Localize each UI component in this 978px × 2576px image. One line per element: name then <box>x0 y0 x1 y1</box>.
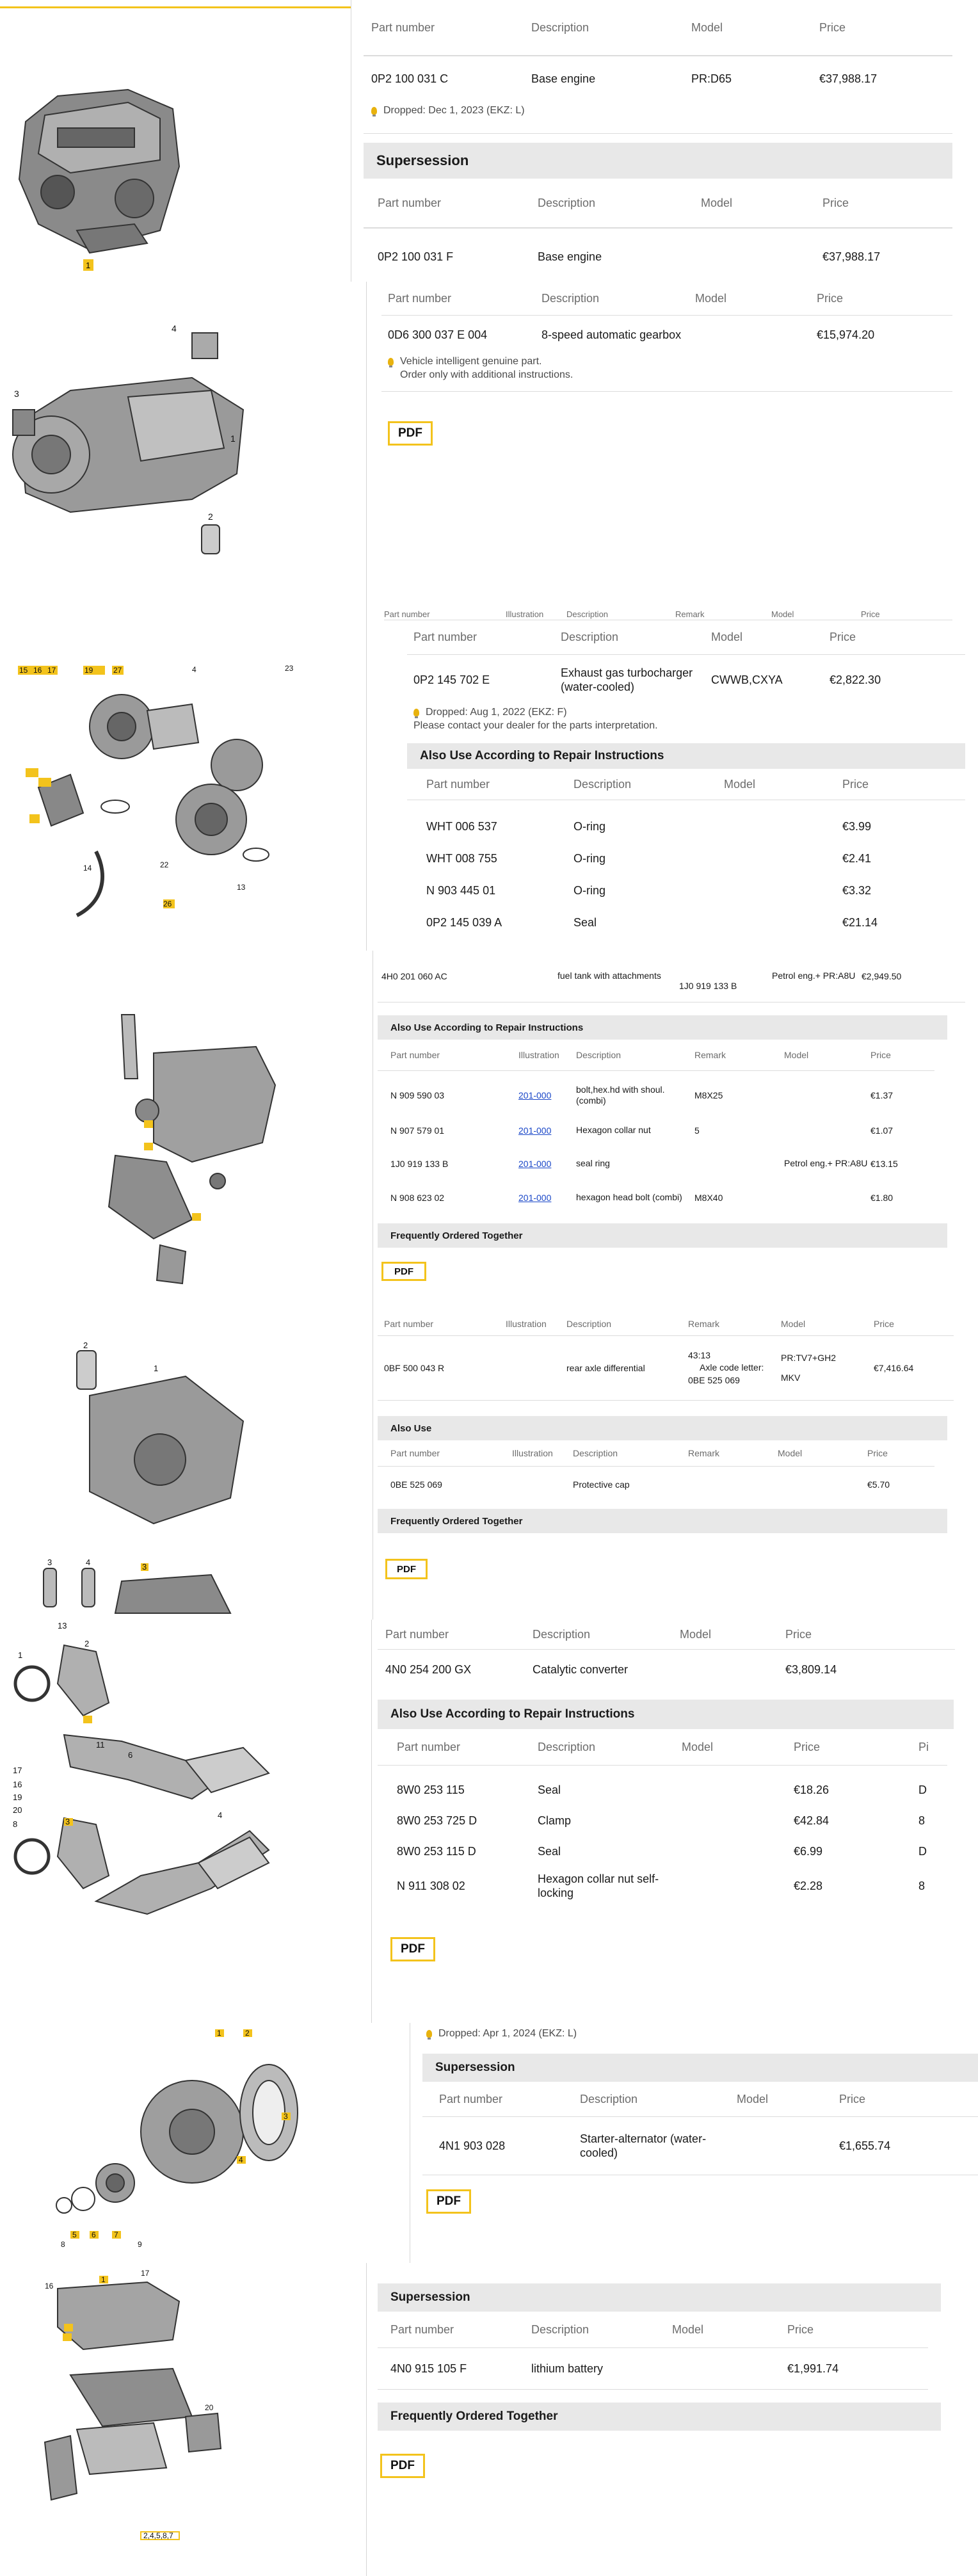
description: 8-speed automatic gearbox <box>541 328 682 341</box>
callout-label: 20 <box>13 1805 22 1815</box>
supersession-table-header <box>364 179 952 229</box>
model: Petrol eng.+ PR:A8U <box>772 970 856 981</box>
remark-ratio: 43:13 <box>688 1349 711 1360</box>
callout-label: 27 <box>113 666 122 675</box>
price: €5.70 <box>867 1479 890 1490</box>
part-number[interactable]: 8W0 253 725 D <box>397 1814 477 1827</box>
divider <box>366 608 367 951</box>
callout-label: 26 <box>163 899 172 908</box>
part-number[interactable]: 4N1 903 028 <box>439 2139 506 2152</box>
also-use-row[interactable] <box>378 1805 978 1836</box>
part-number[interactable]: 4N0 915 105 F <box>390 2362 467 2375</box>
col-illustration: Illustration <box>518 1050 559 1060</box>
lightbulb-icon <box>371 107 377 115</box>
gearbox-panel <box>0 282 978 608</box>
supersession-header <box>378 2283 941 2312</box>
callout-label: 13 <box>237 883 246 892</box>
illustration-link[interactable]: 201-000 <box>518 1159 552 1169</box>
description: O-ring <box>573 819 606 833</box>
description: Seal <box>538 1783 561 1796</box>
engine-table-header <box>364 0 952 56</box>
fuel-tank-panel <box>0 951 978 1312</box>
col-price: Price <box>839 2092 866 2105</box>
battery-illustration-area <box>0 2263 358 2576</box>
col-part-number: Part number <box>397 1740 461 1753</box>
callout-label: 1 <box>230 433 236 444</box>
price: €3.99 <box>842 819 872 833</box>
supersession-title: Supersession <box>390 2290 470 2304</box>
col-description: Description <box>576 1050 621 1060</box>
pdf-button[interactable]: PDF <box>388 421 433 446</box>
price: €6.99 <box>794 1844 823 1858</box>
frequently-ordered-header <box>378 1223 947 1248</box>
col-price: Price <box>861 609 880 619</box>
model-code: MKV <box>781 1373 801 1383</box>
col-remark: Remark <box>675 609 705 619</box>
callout-label: 6 <box>128 1750 133 1760</box>
starter-illustration[interactable] <box>0 2023 397 2263</box>
overflow-cell: 8 <box>918 1879 926 1892</box>
pdf-button[interactable]: PDF <box>380 2454 425 2478</box>
price: €1.80 <box>870 1193 894 1203</box>
col-price: Price <box>822 196 849 209</box>
callout-label: 3 <box>47 1558 52 1567</box>
overflow-cell: D <box>918 1783 927 1796</box>
callout-label: 11 <box>96 1740 105 1750</box>
supersession-table-header <box>378 2312 928 2348</box>
part-number[interactable]: 0BE 525 069 <box>390 1479 442 1490</box>
battery-illustration[interactable] <box>0 2263 358 2576</box>
model: CWWB,CXYA <box>711 673 783 686</box>
part-number[interactable]: N 907 579 01 <box>390 1125 445 1136</box>
part-number[interactable]: WHT 008 755 <box>426 851 497 865</box>
col-price: Price <box>867 1448 888 1458</box>
col-description: Description <box>566 609 609 619</box>
col-part-number: Part number <box>413 630 477 643</box>
frequently-ordered-title: Frequently Ordered Together <box>390 2410 558 2423</box>
supersession-title: Supersession <box>435 2061 515 2074</box>
also-use-row[interactable] <box>378 1775 978 1805</box>
pdf-button[interactable]: PDF <box>426 2189 471 2214</box>
callout-label: 20 <box>205 2403 214 2412</box>
gearbox-note-2: Order only with additional instructions. <box>400 369 573 380</box>
supersession-title: Supersession <box>376 152 469 168</box>
model: PR:D65 <box>691 72 732 85</box>
fuel-tank-also-row[interactable] <box>378 1147 965 1181</box>
callout-label: 9 <box>138 2240 142 2249</box>
price: €42.84 <box>794 1814 830 1827</box>
also-use-row[interactable] <box>378 1836 978 1867</box>
part-number[interactable]: N 911 308 02 <box>397 1879 465 1892</box>
also-use-header <box>407 743 965 769</box>
col-description: Description <box>531 20 589 34</box>
col-model: Model <box>737 2092 769 2105</box>
supersession-header <box>364 143 952 179</box>
catalytic-row[interactable] <box>378 1650 978 1689</box>
price: €1.07 <box>870 1125 894 1136</box>
col-price: Price <box>870 1050 891 1060</box>
col-illustration: Illustration <box>506 609 544 619</box>
also-use-title: Also Use According to Repair Instructions <box>390 1707 635 1721</box>
engine-illustration[interactable] <box>0 0 358 282</box>
part-number[interactable]: N 903 445 01 <box>426 883 496 897</box>
col-price: Price <box>785 1627 812 1641</box>
price: €37,988.17 <box>822 250 881 263</box>
col-overflow: Pi <box>918 1740 929 1753</box>
price: €2,949.50 <box>862 971 902 981</box>
engine-row[interactable] <box>364 56 952 101</box>
callout-label: 19 <box>84 666 93 675</box>
fuel-tank-row[interactable] <box>378 951 965 1002</box>
differential-illustration-area <box>0 1312 358 1620</box>
illustration-link[interactable]: 201-000 <box>518 1090 552 1100</box>
callout-label: 1 <box>18 1650 23 1660</box>
divider <box>366 282 367 608</box>
col-part-number: Part number <box>426 777 490 791</box>
supersession-row[interactable] <box>364 229 952 282</box>
price: €2.28 <box>794 1879 823 1892</box>
lightbulb-icon <box>388 358 394 366</box>
part-number[interactable]: 4N0 254 200 GX <box>385 1662 472 1676</box>
description: O-ring <box>573 851 606 865</box>
description: Clamp <box>538 1814 572 1827</box>
col-description: Description <box>538 1740 596 1753</box>
model: Petrol eng.+ PR:A8U <box>784 1158 868 1169</box>
price: €37,988.17 <box>819 72 878 85</box>
callout-label: 4 <box>239 2155 243 2164</box>
callout-label: 4 <box>86 1558 91 1567</box>
col-remark: Remark <box>688 1319 720 1329</box>
callout-label: 5 <box>72 2230 77 2239</box>
callout-label: 19 <box>13 1792 22 1802</box>
turbo-row[interactable] <box>407 655 965 705</box>
remark-axle-code: Axle code letter: <box>700 1362 764 1373</box>
col-model: Model <box>695 291 727 305</box>
also-use-table-header <box>407 769 965 800</box>
remark: M8X25 <box>694 1090 723 1100</box>
price: €18.26 <box>794 1783 830 1796</box>
price: €13.15 <box>870 1159 898 1169</box>
turbo-table-header <box>407 620 965 655</box>
price: €21.14 <box>842 915 878 929</box>
price: €1.37 <box>870 1090 894 1100</box>
also-use-title: Also Use According to Repair Instructions <box>420 749 664 762</box>
overflow-cell: D <box>918 1844 927 1858</box>
description: Hexagon collar nut self-locking <box>538 1872 659 1899</box>
description: lithium battery <box>531 2362 604 2375</box>
part-number[interactable]: 0P2 145 702 E <box>413 673 490 686</box>
turbo-ghost-header <box>384 608 952 620</box>
callout-label: 1 <box>101 2275 106 2284</box>
description: Base engine <box>531 72 596 85</box>
differential-row[interactable] <box>378 1336 954 1401</box>
col-description: Description <box>561 630 619 643</box>
also-use-title: Also Use <box>390 1422 432 1434</box>
price: €15,974.20 <box>817 328 875 341</box>
gearbox-note <box>381 354 952 369</box>
part-number[interactable]: 1J0 919 133 B <box>390 1159 449 1169</box>
col-model: Model <box>771 609 794 619</box>
col-description: Description <box>580 2092 638 2105</box>
callout-label: 16 <box>33 666 42 675</box>
divider <box>366 2263 367 2576</box>
col-price: Price <box>794 1740 821 1753</box>
description: Hexagon collar nut <box>576 1125 651 1136</box>
price: €7,416.64 <box>874 1363 914 1373</box>
callout-label: 8 <box>13 1819 18 1829</box>
callout-label: 7 <box>114 2230 118 2239</box>
description: seal ring <box>576 1158 610 1169</box>
turbo-illustration[interactable] <box>0 608 358 951</box>
description: Protective cap <box>573 1479 630 1490</box>
description: Starter-alternator (water-cooled) <box>580 2132 707 2159</box>
dropped-note <box>364 101 952 120</box>
callout-label: 8 <box>61 2240 65 2249</box>
callout-label: 1 <box>86 261 91 270</box>
description: Exhaust gas turbocharger (water-cooled) <box>561 666 693 693</box>
col-part-number: Part number <box>385 1627 449 1641</box>
catalytic-panel <box>0 1620 978 2023</box>
callout-label: 6 <box>92 2230 96 2239</box>
col-description: Description <box>573 1448 618 1458</box>
differential-table-header <box>378 1312 954 1336</box>
col-part-number: Part number <box>390 1050 440 1060</box>
part-number[interactable]: 8W0 253 115 <box>397 1783 465 1796</box>
supersession-header <box>422 2054 978 2082</box>
col-illustration: Illustration <box>512 1448 553 1458</box>
callout-label: 3 <box>284 2112 288 2121</box>
also-use-header <box>378 1700 954 1729</box>
col-model: Model <box>701 196 733 209</box>
supersession-row[interactable] <box>378 2348 928 2390</box>
fuel-tank-also-row[interactable] <box>378 1076 965 1115</box>
col-part-number: Part number <box>388 291 452 305</box>
part-number[interactable]: 0BF 500 043 R <box>384 1363 445 1373</box>
col-price: Price <box>842 777 869 791</box>
gearbox-table-header <box>381 282 952 316</box>
description: Base engine <box>538 250 602 263</box>
starter-panel <box>0 2023 978 2263</box>
fuel-tank-also-row[interactable] <box>378 1115 965 1147</box>
description: bolt,hex.hd with shoul. (combi) <box>576 1084 665 1106</box>
frequently-ordered-header <box>378 2403 941 2431</box>
catalytic-illustration[interactable] <box>0 1620 358 2023</box>
col-part-number: Part number <box>378 196 442 209</box>
frequently-ordered-title: Frequently Ordered Together <box>390 1515 523 1527</box>
col-price: Price <box>819 20 846 34</box>
also-use-row[interactable] <box>378 1867 978 1905</box>
differential-panel <box>0 1312 978 1620</box>
part-number[interactable]: WHT 006 537 <box>426 819 497 833</box>
gearbox-row[interactable] <box>381 316 952 354</box>
callout-label: 13 <box>58 1621 67 1630</box>
col-price: Price <box>874 1319 894 1329</box>
callout-label: 17 <box>47 666 56 675</box>
part-number[interactable]: N 909 590 03 <box>390 1090 445 1100</box>
fuel-tank-also-row[interactable] <box>378 1181 965 1214</box>
description: fuel tank with attachments <box>557 970 661 981</box>
dropped-text: Dropped: Aug 1, 2022 (EKZ: F) <box>426 707 567 718</box>
callout-label: 17 <box>141 2269 150 2278</box>
catalytic-illustration-area <box>0 1620 358 2023</box>
fuel-tank-table-header <box>378 1040 934 1071</box>
overflow-cell: 8 <box>918 1814 926 1827</box>
dropped-text: Dropped: Apr 1, 2024 (EKZ: L) <box>438 2028 577 2039</box>
also-use-row[interactable] <box>407 810 965 842</box>
dropped-note <box>422 2023 978 2045</box>
callout-label: 4 <box>192 665 196 674</box>
also-use-row[interactable] <box>407 842 965 874</box>
callout-label: 3 <box>65 1817 70 1826</box>
col-model: Model <box>778 1448 803 1458</box>
lightbulb-icon <box>413 709 419 716</box>
pdf-button[interactable]: PDF <box>390 1937 435 1961</box>
part-number[interactable]: 0D6 300 037 E 004 <box>388 328 488 341</box>
illustration-link[interactable]: 201-000 <box>518 1193 552 1203</box>
col-model: Model <box>711 630 743 643</box>
turbo-panel <box>0 608 978 951</box>
col-model: Model <box>680 1627 712 1641</box>
also-use-table-header <box>378 1440 934 1467</box>
part-number[interactable]: N 908 623 02 <box>390 1193 445 1203</box>
callout-label: 2,4,5,8,7 <box>143 2531 173 2540</box>
col-price: Price <box>787 2322 814 2336</box>
col-price: Price <box>830 630 856 643</box>
col-model: Model <box>781 1319 806 1329</box>
col-remark: Remark <box>694 1050 726 1060</box>
callout-label: 16 <box>45 2282 54 2290</box>
col-model: Model <box>672 2322 704 2336</box>
col-model: Model <box>691 20 723 34</box>
description: Catalytic converter <box>533 1662 629 1676</box>
col-description: Description <box>541 291 600 305</box>
turbo-illustration-area <box>0 608 358 951</box>
dropped-text: Dropped: Dec 1, 2023 (EKZ: L) <box>383 105 525 116</box>
also-use-row[interactable] <box>407 874 965 906</box>
also-use-header <box>378 1015 947 1040</box>
col-part-number: Part number <box>390 2322 454 2336</box>
description: Seal <box>573 915 597 929</box>
turbo-note: Please contact your dealer for the parts interpretation. <box>413 720 658 731</box>
remark: M8X40 <box>694 1193 723 1203</box>
differential-illustration[interactable] <box>0 1312 358 1620</box>
col-description: Description <box>531 2322 589 2336</box>
pdf-button[interactable]: PDF <box>385 1559 428 1579</box>
divider <box>371 1620 372 2023</box>
col-part-number: Part number <box>371 20 435 34</box>
col-illustration: Illustration <box>506 1319 547 1329</box>
callout-label: 4 <box>172 323 177 334</box>
callout-label: 3 <box>142 1562 147 1572</box>
col-part-number: Part number <box>384 1319 434 1329</box>
note-text: Vehicle intelligent genuine part. <box>400 356 542 367</box>
col-remark: Remark <box>688 1448 720 1458</box>
callout-label: 16 <box>13 1780 22 1789</box>
supersession-row[interactable] <box>422 2117 978 2175</box>
callout-label: 2 <box>208 511 213 522</box>
dropped-note <box>407 705 965 720</box>
part-number[interactable]: 8W0 253 115 D <box>397 1844 476 1858</box>
callout-label: 1 <box>154 1364 159 1373</box>
callout-label: 22 <box>160 860 169 869</box>
callout-label: 2 <box>84 1639 90 1648</box>
battery-panel <box>0 2263 978 2576</box>
col-part-number: Part number <box>390 1448 440 1458</box>
col-description: Description <box>573 777 632 791</box>
supersession-table-header <box>422 2082 978 2117</box>
callout-label: 3 <box>14 389 19 399</box>
callout-label: 14 <box>83 864 92 873</box>
price: €1,655.74 <box>839 2139 891 2152</box>
col-price: Price <box>817 291 844 305</box>
also-use-row[interactable] <box>407 906 965 938</box>
frequently-ordered-title: Frequently Ordered Together <box>390 1230 523 1241</box>
also-use-table-header <box>378 1729 947 1766</box>
model-pr: PR:TV7+GH2 <box>781 1353 836 1364</box>
gearbox-illustration-area <box>0 282 358 608</box>
callout-label: 2 <box>245 2029 250 2038</box>
gearbox-illustration[interactable] <box>0 282 358 608</box>
callout-label: 17 <box>13 1766 22 1775</box>
callout-label: 1 <box>217 2029 221 2038</box>
description: hexagon head bolt (combi) <box>576 1192 682 1203</box>
col-description: Description <box>538 196 596 209</box>
engine-panel <box>0 0 978 282</box>
also-use-row[interactable] <box>378 1467 965 1502</box>
remark: 5 <box>694 1125 700 1136</box>
starter-illustration-area <box>0 2023 397 2263</box>
col-part-number: Part number <box>439 2092 503 2105</box>
col-model: Model <box>784 1050 809 1060</box>
col-description: Description <box>533 1627 591 1641</box>
fuel-tank-illustration-area <box>0 951 358 1312</box>
part-number[interactable]: 0P2 100 031 C <box>371 72 449 85</box>
price: €1,991.74 <box>787 2362 839 2375</box>
col-description: Description <box>566 1319 612 1329</box>
price: €3,809.14 <box>785 1662 837 1676</box>
part-number[interactable]: 4H0 201 060 AC <box>381 971 447 981</box>
description: rear axle differential <box>566 1363 645 1373</box>
frequently-ordered-header <box>378 1509 947 1533</box>
price: €3.32 <box>842 883 872 897</box>
part-number[interactable]: 0P2 100 031 F <box>378 250 454 263</box>
price: €2,822.30 <box>830 673 881 686</box>
also-use-title: Also Use According to Repair Instructions <box>390 1022 584 1033</box>
description: Seal <box>538 1844 561 1858</box>
illustration-link[interactable]: 201-000 <box>518 1125 552 1136</box>
also-use-header <box>378 1416 947 1440</box>
remark-part: 0BE 525 069 <box>688 1374 740 1385</box>
engine-illustration-area <box>0 0 358 282</box>
pdf-button[interactable]: PDF <box>381 1262 426 1281</box>
description: O-ring <box>573 883 606 897</box>
part-number[interactable]: 0P2 145 039 A <box>426 915 502 929</box>
catalytic-table-header <box>378 1620 955 1650</box>
callout-label: 4 <box>218 1810 223 1820</box>
callout-label: 23 <box>285 664 294 673</box>
accent-rule <box>0 6 351 8</box>
col-model: Model <box>724 777 756 791</box>
price: €2.41 <box>842 851 872 865</box>
remark: 1J0 919 133 B <box>679 981 737 991</box>
col-part-number: Part number <box>384 609 430 619</box>
callout-label: 2 <box>83 1340 88 1350</box>
col-model: Model <box>682 1740 714 1753</box>
callout-label: 15 <box>19 666 28 675</box>
lightbulb-icon <box>426 2030 432 2038</box>
fuel-tank-illustration[interactable] <box>0 951 358 1312</box>
